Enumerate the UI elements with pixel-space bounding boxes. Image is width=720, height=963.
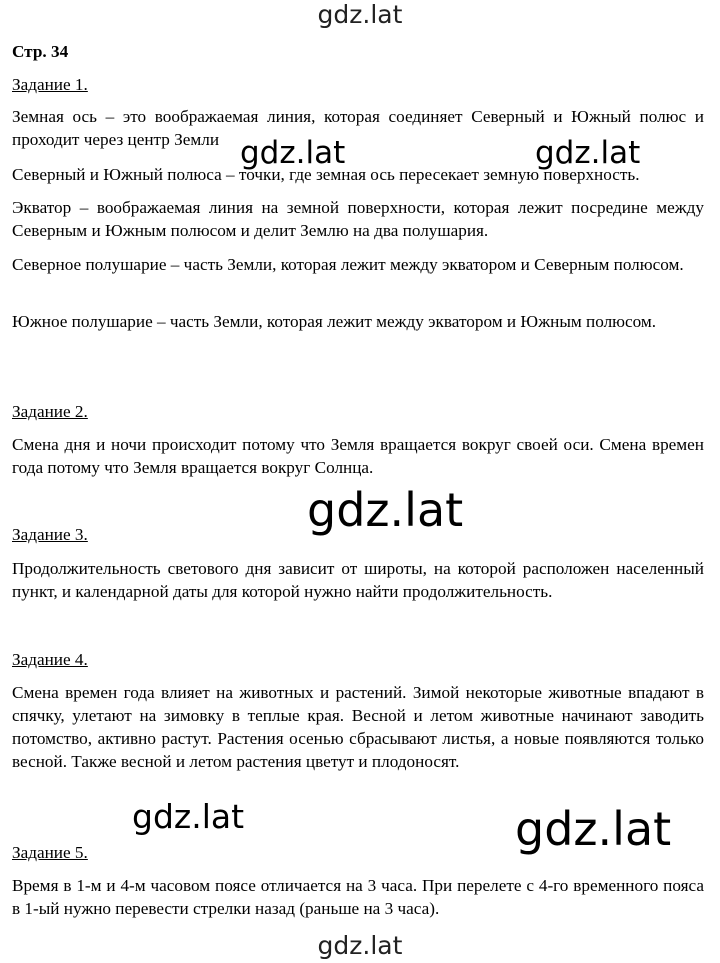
task-1-heading: Задание 1. <box>12 75 88 94</box>
watermark-top: gdz.lat <box>317 0 403 29</box>
task-1-paragraph: Южное полушарие – часть Земли, которая лежит между экватором и Южным полюсом. <box>12 312 657 331</box>
task-1-paragraph: Северный и Южный полюса – точки, где земная ось пересекает земную поверхность. <box>12 165 640 184</box>
task-4-paragraph: Смена времен года влияет на животных и растений. Зимой некоторые животные впадают в спячку, улетают на зимовку в теплые края. Весной и летом животные начинают заводить потомство, активно растут. Растения осенью сбрасывают листья, а новые появляются только весной. Также весной и летом растения цветут и плодоносят. <box>12 683 704 771</box>
watermark: gdz.lat <box>132 797 245 836</box>
watermark: gdz.lat <box>307 483 464 537</box>
task-3-paragraph: Продолжительность светового дня зависит от широты, на которой расположен населенный пункт, и календарной даты для которой нужно найти продолжительность. <box>12 559 704 601</box>
watermark: gdz.lat <box>240 135 346 171</box>
task-4-heading: Задание 4. <box>12 650 88 669</box>
task-5-paragraph: Время в 1-м и 4-м часовом поясе отличается на 3 часа. При перелете с 4-го временного пояса в 1-ый нужно перевести стрелки назад (раньше на 3 часа). <box>12 876 704 918</box>
task-1-paragraph: Северное полушарие – часть Земли, которая лежит между экватором и Северным полюсом. <box>12 255 684 274</box>
task-2-heading: Задание 2. <box>12 402 88 421</box>
task-2-paragraph: Смена дня и ночи происходит потому что Земля вращается вокруг своей оси. Смена времен года потому что Земля вращается вокруг Солнца. <box>12 435 704 477</box>
task-3-heading: Задание 3. <box>12 525 88 544</box>
task-5-heading: Задание 5. <box>12 843 88 862</box>
task-1-paragraph: Земная ось – это воображаемая линия, которая соединяет Северный и Южный полюс и проходит через центр Земли <box>12 107 704 149</box>
task-1-paragraph: Экватор – воображаемая линия на земной поверхности, которая лежит посредине между Северным и Южным полюсом и делит Землю на два полушария. <box>12 198 704 240</box>
watermark-bottom: gdz.lat <box>317 931 403 960</box>
watermark: gdz.lat <box>515 802 672 856</box>
watermark: gdz.lat <box>535 135 641 171</box>
page-reference: Стр. 34 <box>12 42 69 61</box>
